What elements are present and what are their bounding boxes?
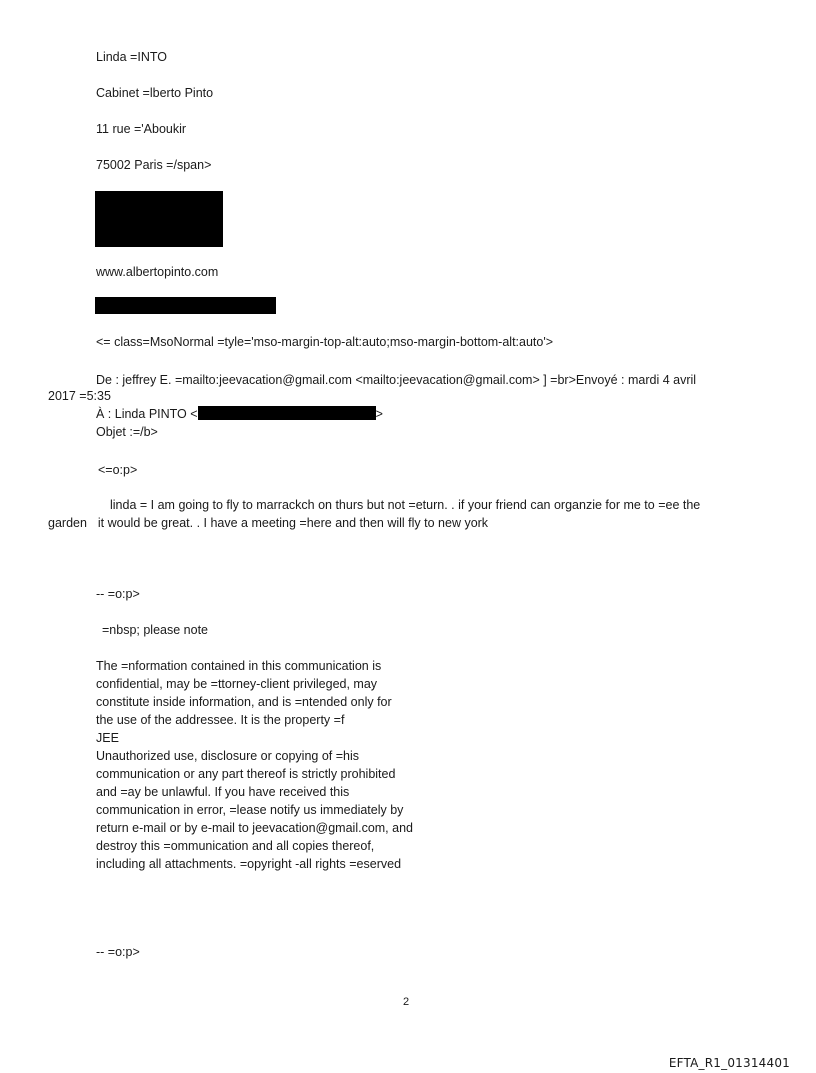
- to-suffix: >: [375, 407, 383, 421]
- sent-date-line: 2017 =5:35: [48, 389, 111, 403]
- subject-line: Objet :=/b>: [96, 425, 158, 439]
- disclaimer-line: return e-mail or by e-mail to jeevacation@gmail.com, and: [96, 821, 413, 835]
- signature-website: www.albertopinto.com: [96, 265, 219, 279]
- body-line-2: [48, 514, 488, 532]
- please-note: =nbsp; please note: [102, 623, 208, 637]
- disclaimer-line: communication in error, =lease notify us immediately by: [96, 803, 404, 817]
- separator-2: -- =o:p>: [96, 945, 140, 959]
- signature-city: 75002 Paris =/span>: [96, 158, 212, 172]
- redaction-email: [198, 406, 376, 420]
- disclaimer-line: including all attachments. =opyright -all rights =eserved: [96, 857, 402, 871]
- signature-street: 11 rue ='Aboukir: [96, 122, 187, 136]
- document-id: EFTA_R1_01314401: [668, 1056, 790, 1070]
- body-line-1: linda = I am going to fly to marrackch on thurs but not =eturn. . if your friend can organzie for me to =ee the: [110, 498, 701, 512]
- disclaimer-line: JEE: [96, 731, 119, 745]
- disclaimer-line: the use of the addressee. It is the property =f: [96, 713, 345, 727]
- redaction-block: [95, 191, 223, 247]
- signature-name: Linda =INTO: [96, 50, 167, 64]
- disclaimer-line: communication or any part thereof is strictly prohibited: [96, 767, 396, 781]
- redaction-bar: [95, 297, 276, 314]
- disclaimer-line: The =nformation contained in this communication is: [96, 659, 382, 673]
- body-line-2-rest: it would be great. . I have a meeting =here and then will fly to new york: [97, 516, 489, 530]
- disclaimer-line: destroy this =ommunication and all copies thereof,: [96, 839, 375, 853]
- signature-company: Cabinet =lberto Pinto: [96, 86, 214, 100]
- body-line-2-lead: garden: [48, 516, 87, 530]
- op-markup-line: <=o:p>: [98, 463, 138, 477]
- to-line: [96, 405, 383, 423]
- mso-markup-line: <= class=MsoNormal =tyle='mso-margin-top-alt:auto;mso-margin-bottom-alt:auto'>: [96, 335, 554, 349]
- disclaimer-line: confidential, may be =ttorney-client privileged, may: [96, 677, 378, 691]
- disclaimer-line: constitute inside information, and is =ntended only for: [96, 695, 392, 709]
- disclaimer-line: and =ay be unlawful. If you have received this: [96, 785, 350, 799]
- confidentiality-disclaimer: [96, 657, 413, 873]
- to-prefix: À : Linda PINTO <: [96, 407, 198, 421]
- disclaimer-line: Unauthorized use, disclosure or copying of =his: [96, 749, 359, 763]
- page-number: 2: [403, 996, 410, 1008]
- from-line: De : jeffrey E. =mailto:jeevacation@gmail.com <mailto:jeevacation@gmail.com> ] =br>Envoyé : mardi 4 avril: [96, 373, 697, 387]
- separator-1: -- =o:p>: [96, 587, 140, 601]
